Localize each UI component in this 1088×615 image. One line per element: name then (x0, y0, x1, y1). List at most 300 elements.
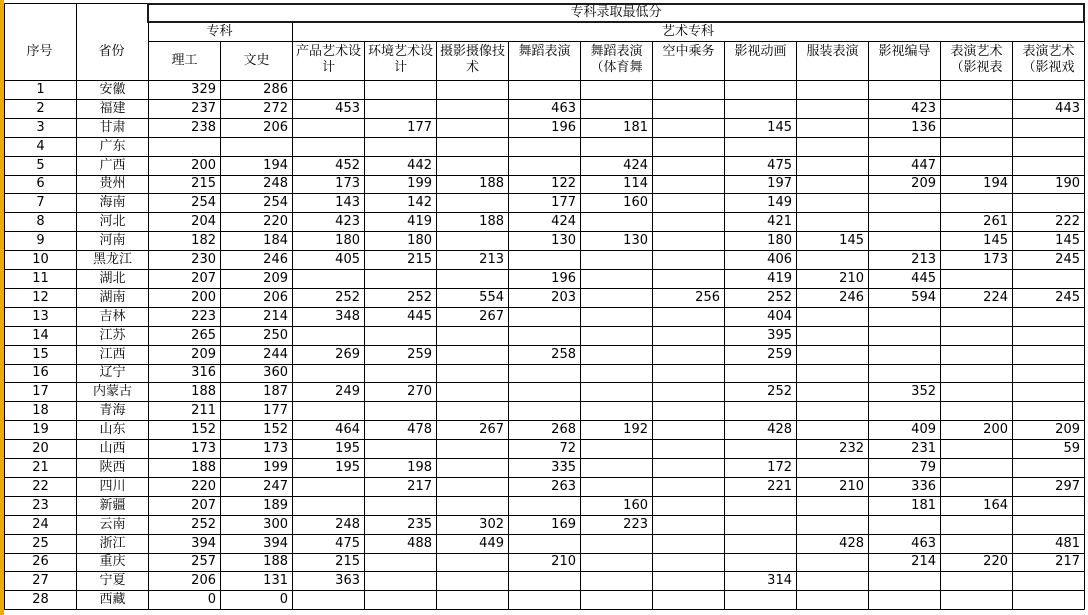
cell-score[interactable]: 145 (767, 120, 792, 135)
cell-score[interactable]: 177 (407, 120, 432, 135)
cell-score[interactable]: 187 (263, 384, 288, 399)
cell-score[interactable]: 463 (551, 101, 576, 116)
cell-score[interactable]: 453 (335, 101, 360, 116)
cell-score[interactable] (509, 401, 580, 420)
cell-score[interactable]: 335 (551, 460, 576, 475)
cell-score[interactable] (725, 553, 796, 571)
cell-score[interactable] (293, 496, 364, 515)
cell-score[interactable]: 217 (1055, 554, 1080, 569)
cell-score[interactable]: 210 (551, 554, 576, 569)
cell-score[interactable]: 173 (983, 252, 1008, 267)
cell-score[interactable] (581, 80, 652, 99)
cell-score[interactable] (365, 553, 436, 571)
cell-score[interactable] (941, 515, 1012, 534)
group-header-specialty[interactable]: 专科 (206, 24, 233, 39)
cell-score[interactable] (797, 307, 868, 326)
cell-score[interactable] (509, 590, 580, 609)
cell-score[interactable] (869, 231, 940, 250)
cell-score[interactable]: 198 (407, 460, 432, 475)
cell-index[interactable]: 27 (32, 573, 49, 588)
cell-score[interactable]: 220 (983, 554, 1008, 569)
cell-score[interactable]: 149 (767, 195, 792, 210)
column-header[interactable]: 理工 (171, 53, 198, 68)
cell-score[interactable]: 248 (263, 176, 288, 191)
column-header-province[interactable]: 省份 (98, 44, 125, 59)
cell-score[interactable]: 199 (263, 460, 288, 475)
cell-score[interactable] (293, 477, 364, 496)
cell-score[interactable] (941, 326, 1012, 345)
cell-score[interactable] (1013, 137, 1084, 156)
cell-province[interactable]: 四川 (99, 479, 126, 494)
cell-score[interactable] (869, 571, 940, 590)
cell-score[interactable] (869, 345, 940, 364)
cell-score[interactable]: 247 (263, 479, 288, 494)
cell-score[interactable]: 209 (911, 176, 936, 191)
cell-score[interactable] (797, 458, 868, 477)
column-header[interactable]: 影视编导 (878, 44, 931, 59)
cell-score[interactable]: 188 (191, 460, 216, 475)
cell-score[interactable] (941, 534, 1012, 553)
cell-score[interactable] (581, 439, 652, 458)
cell-score[interactable]: 181 (623, 120, 648, 135)
cell-score[interactable]: 269 (335, 347, 360, 362)
cell-score[interactable] (581, 590, 652, 609)
cell-score[interactable]: 204 (191, 214, 216, 229)
cell-index[interactable]: 21 (32, 460, 49, 475)
cell-score[interactable] (797, 515, 868, 534)
cell-score[interactable]: 475 (767, 158, 792, 173)
cell-score[interactable] (725, 364, 796, 382)
cell-score[interactable]: 188 (191, 384, 216, 399)
cell-score[interactable] (653, 231, 724, 250)
cell-index[interactable]: 5 (36, 158, 45, 173)
cell-score[interactable] (941, 571, 1012, 590)
cell-score[interactable] (581, 571, 652, 590)
cell-score[interactable] (797, 420, 868, 439)
cell-score[interactable]: 210 (839, 479, 864, 494)
cell-score[interactable]: 59 (1063, 441, 1080, 456)
cell-province[interactable]: 浙江 (99, 536, 126, 551)
cell-province[interactable]: 江西 (99, 347, 126, 362)
cell-score[interactable]: 272 (263, 101, 288, 116)
cell-score[interactable] (653, 515, 724, 534)
cell-score[interactable]: 360 (263, 365, 288, 380)
cell-index[interactable]: 9 (36, 233, 45, 248)
cell-score[interactable] (653, 269, 724, 288)
cell-score[interactable]: 449 (479, 536, 504, 551)
cell-score[interactable] (1013, 326, 1084, 345)
cell-index[interactable]: 18 (32, 403, 49, 418)
cell-score[interactable]: 221 (767, 479, 792, 494)
cell-score[interactable]: 452 (335, 158, 360, 173)
column-header[interactable]: 表演艺术（影视表 (950, 44, 1003, 75)
cell-score[interactable] (941, 345, 1012, 364)
cell-score[interactable]: 428 (767, 422, 792, 437)
cell-score[interactable] (797, 175, 868, 193)
cell-score[interactable] (149, 137, 220, 156)
cell-score[interactable]: 314 (767, 573, 792, 588)
column-header-index[interactable]: 序号 (26, 44, 53, 59)
cell-score[interactable]: 220 (191, 479, 216, 494)
cell-score[interactable] (941, 307, 1012, 326)
cell-score[interactable]: 252 (407, 290, 432, 305)
cell-score[interactable] (437, 345, 508, 364)
cell-score[interactable]: 200 (191, 290, 216, 305)
cell-score[interactable]: 206 (263, 290, 288, 305)
cell-score[interactable]: 160 (623, 498, 648, 513)
cell-score[interactable]: 145 (839, 233, 864, 248)
cell-score[interactable] (725, 80, 796, 99)
cell-score[interactable] (725, 590, 796, 609)
cell-score[interactable] (869, 137, 940, 156)
cell-score[interactable]: 180 (767, 233, 792, 248)
cell-score[interactable]: 195 (335, 460, 360, 475)
cell-score[interactable] (725, 515, 796, 534)
column-header[interactable]: 舞蹈表演 (518, 44, 571, 59)
cell-score[interactable] (509, 326, 580, 345)
cell-score[interactable]: 252 (767, 290, 792, 305)
cell-score[interactable]: 395 (767, 328, 792, 343)
column-header[interactable]: 环境艺术设计 (367, 44, 433, 75)
cell-score[interactable]: 394 (191, 536, 216, 551)
cell-score[interactable]: 196 (551, 120, 576, 135)
cell-province[interactable]: 山西 (99, 441, 126, 456)
cell-province[interactable]: 新疆 (99, 498, 126, 513)
cell-score[interactable]: 259 (407, 347, 432, 362)
cell-score[interactable]: 478 (407, 422, 432, 437)
cell-index[interactable]: 22 (32, 479, 49, 494)
cell-score[interactable] (365, 439, 436, 458)
cell-score[interactable] (1013, 401, 1084, 420)
cell-province[interactable]: 湖北 (99, 271, 126, 286)
cell-score[interactable] (437, 496, 508, 515)
cell-score[interactable]: 248 (335, 517, 360, 532)
cell-score[interactable] (653, 212, 724, 231)
cell-score[interactable] (653, 534, 724, 553)
cell-score[interactable]: 160 (623, 195, 648, 210)
cell-province[interactable]: 宁夏 (99, 573, 126, 588)
cell-score[interactable]: 209 (1055, 422, 1080, 437)
cell-score[interactable]: 173 (335, 176, 360, 191)
cell-score[interactable] (653, 345, 724, 364)
cell-score[interactable]: 164 (983, 498, 1008, 513)
cell-score[interactable]: 72 (559, 441, 576, 456)
cell-index[interactable]: 3 (36, 120, 45, 135)
group-header-art[interactable]: 艺术专科 (661, 24, 714, 39)
cell-score[interactable] (509, 80, 580, 99)
cell-score[interactable] (653, 193, 724, 212)
cell-score[interactable]: 249 (335, 384, 360, 399)
cell-province[interactable]: 吉林 (99, 309, 126, 324)
cell-score[interactable] (581, 250, 652, 269)
cell-score[interactable]: 257 (191, 554, 216, 569)
cell-score[interactable]: 246 (263, 252, 288, 267)
cell-score[interactable] (293, 137, 364, 156)
cell-province[interactable]: 云南 (99, 517, 126, 532)
cell-score[interactable] (653, 156, 724, 175)
cell-score[interactable]: 180 (407, 233, 432, 248)
cell-score[interactable] (941, 137, 1012, 156)
cell-score[interactable] (941, 364, 1012, 382)
cell-province[interactable]: 海南 (99, 195, 126, 210)
cell-score[interactable]: 114 (623, 176, 648, 191)
cell-score[interactable]: 206 (191, 573, 216, 588)
cell-score[interactable] (293, 118, 364, 137)
cell-score[interactable] (941, 156, 1012, 175)
cell-province[interactable]: 江苏 (99, 328, 126, 343)
cell-score[interactable] (437, 364, 508, 382)
cell-score[interactable] (437, 156, 508, 175)
cell-score[interactable]: 188 (479, 176, 504, 191)
cell-score[interactable] (1013, 382, 1084, 401)
cell-score[interactable]: 252 (191, 517, 216, 532)
cell-index[interactable]: 19 (32, 422, 49, 437)
cell-score[interactable]: 136 (911, 120, 936, 135)
cell-score[interactable] (941, 118, 1012, 137)
cell-score[interactable]: 199 (407, 176, 432, 191)
cell-score[interactable]: 265 (191, 328, 216, 343)
cell-score[interactable]: 267 (479, 422, 504, 437)
cell-score[interactable] (653, 477, 724, 496)
cell-province[interactable]: 河北 (99, 214, 126, 229)
cell-index[interactable]: 7 (36, 195, 45, 210)
cell-score[interactable]: 254 (191, 195, 216, 210)
cell-score[interactable] (1013, 193, 1084, 212)
cell-score[interactable]: 232 (839, 441, 864, 456)
cell-score[interactable] (365, 137, 436, 156)
cell-score[interactable] (797, 364, 868, 382)
cell-score[interactable]: 252 (335, 290, 360, 305)
cell-score[interactable] (653, 496, 724, 515)
cell-score[interactable]: 209 (263, 271, 288, 286)
cell-score[interactable] (869, 80, 940, 99)
cell-score[interactable]: 182 (191, 233, 216, 248)
cell-score[interactable] (437, 137, 508, 156)
cell-score[interactable] (725, 401, 796, 420)
cell-score[interactable]: 406 (767, 252, 792, 267)
cell-score[interactable] (941, 269, 1012, 288)
cell-score[interactable]: 184 (263, 233, 288, 248)
cell-score[interactable]: 475 (335, 536, 360, 551)
cell-score[interactable]: 173 (191, 441, 216, 456)
cell-score[interactable] (365, 590, 436, 609)
cell-score[interactable]: 217 (407, 479, 432, 494)
cell-score[interactable]: 421 (767, 214, 792, 229)
cell-score[interactable]: 215 (407, 252, 432, 267)
cell-index[interactable]: 13 (32, 309, 49, 324)
cell-province[interactable]: 黑龙江 (92, 252, 132, 267)
cell-score[interactable] (869, 326, 940, 345)
cell-score[interactable] (941, 401, 1012, 420)
cell-score[interactable]: 270 (407, 384, 432, 399)
table-title[interactable]: 专科录取最低分 (570, 5, 662, 20)
cell-score[interactable]: 143 (335, 195, 360, 210)
cell-score[interactable]: 352 (911, 384, 936, 399)
cell-index[interactable]: 14 (32, 328, 49, 343)
cell-score[interactable] (653, 590, 724, 609)
cell-score[interactable] (437, 553, 508, 571)
cell-score[interactable] (293, 326, 364, 345)
cell-score[interactable]: 209 (191, 347, 216, 362)
cell-score[interactable]: 177 (263, 403, 288, 418)
cell-score[interactable] (509, 250, 580, 269)
cell-score[interactable] (437, 458, 508, 477)
cell-score[interactable]: 245 (1055, 290, 1080, 305)
cell-score[interactable] (1013, 80, 1084, 99)
cell-score[interactable]: 235 (407, 517, 432, 532)
cell-province[interactable]: 辽宁 (99, 365, 126, 380)
cell-score[interactable]: 245 (1055, 252, 1080, 267)
cell-score[interactable] (293, 364, 364, 382)
cell-province[interactable]: 重庆 (99, 554, 126, 569)
cell-score[interactable] (581, 345, 652, 364)
cell-score[interactable]: 488 (407, 536, 432, 551)
cell-province[interactable]: 安徽 (99, 82, 126, 97)
cell-score[interactable] (437, 99, 508, 118)
cell-index[interactable]: 24 (32, 517, 49, 532)
cell-score[interactable]: 224 (983, 290, 1008, 305)
cell-score[interactable] (797, 137, 868, 156)
cell-score[interactable] (725, 496, 796, 515)
cell-score[interactable] (365, 401, 436, 420)
cell-index[interactable]: 15 (32, 347, 49, 362)
cell-score[interactable] (869, 515, 940, 534)
cell-score[interactable] (1013, 496, 1084, 515)
cell-score[interactable] (797, 571, 868, 590)
cell-score[interactable]: 404 (767, 309, 792, 324)
cell-score[interactable]: 554 (479, 290, 504, 305)
cell-score[interactable] (437, 571, 508, 590)
cell-score[interactable] (797, 193, 868, 212)
cell-score[interactable]: 194 (983, 176, 1008, 191)
cell-score[interactable] (437, 231, 508, 250)
cell-score[interactable] (725, 439, 796, 458)
cell-score[interactable]: 192 (623, 422, 648, 437)
cell-score[interactable] (581, 364, 652, 382)
cell-score[interactable] (437, 382, 508, 401)
cell-province[interactable]: 甘肃 (99, 120, 126, 135)
cell-score[interactable] (653, 99, 724, 118)
column-header[interactable]: 空中乘务 (662, 44, 715, 59)
cell-score[interactable] (941, 439, 1012, 458)
cell-score[interactable] (437, 269, 508, 288)
cell-score[interactable] (365, 326, 436, 345)
cell-score[interactable]: 481 (1055, 536, 1080, 551)
cell-score[interactable] (1013, 307, 1084, 326)
cell-score[interactable]: 122 (551, 176, 576, 191)
cell-score[interactable]: 223 (623, 517, 648, 532)
cell-score[interactable]: 268 (551, 422, 576, 437)
cell-score[interactable] (653, 439, 724, 458)
cell-score[interactable] (581, 212, 652, 231)
cell-score[interactable] (581, 477, 652, 496)
cell-score[interactable] (365, 364, 436, 382)
cell-score[interactable]: 445 (407, 309, 432, 324)
cell-score[interactable] (797, 99, 868, 118)
cell-score[interactable] (581, 326, 652, 345)
cell-score[interactable] (581, 307, 652, 326)
cell-score[interactable] (869, 212, 940, 231)
cell-score[interactable]: 336 (911, 479, 936, 494)
cell-province[interactable]: 湖南 (99, 290, 126, 305)
cell-score[interactable] (509, 364, 580, 382)
cell-score[interactable] (797, 382, 868, 401)
cell-score[interactable] (509, 307, 580, 326)
cell-score[interactable] (365, 571, 436, 590)
cell-score[interactable]: 267 (479, 309, 504, 324)
cell-score[interactable]: 145 (1055, 233, 1080, 248)
cell-score[interactable] (797, 118, 868, 137)
cell-score[interactable] (941, 99, 1012, 118)
cell-score[interactable] (1013, 118, 1084, 137)
cell-score[interactable] (869, 307, 940, 326)
cell-score[interactable]: 445 (911, 271, 936, 286)
cell-score[interactable]: 464 (335, 422, 360, 437)
cell-score[interactable]: 145 (983, 233, 1008, 248)
cell-score[interactable] (941, 382, 1012, 401)
cell-province[interactable]: 内蒙古 (92, 384, 132, 399)
cell-score[interactable]: 220 (263, 214, 288, 229)
cell-index[interactable]: 6 (36, 176, 45, 191)
cell-score[interactable] (797, 250, 868, 269)
cell-score[interactable]: 250 (263, 328, 288, 343)
cell-province[interactable]: 陕西 (99, 460, 126, 475)
cell-score[interactable]: 211 (191, 403, 216, 418)
cell-score[interactable] (653, 364, 724, 382)
cell-score[interactable]: 0 (207, 592, 216, 607)
cell-score[interactable]: 173 (263, 441, 288, 456)
cell-score[interactable] (653, 118, 724, 137)
cell-score[interactable]: 443 (1055, 101, 1080, 116)
cell-score[interactable]: 130 (551, 233, 576, 248)
cell-score[interactable] (653, 326, 724, 345)
cell-score[interactable]: 207 (191, 271, 216, 286)
cell-score[interactable]: 196 (551, 271, 576, 286)
cell-score[interactable] (437, 477, 508, 496)
cell-score[interactable]: 169 (551, 517, 576, 532)
cell-score[interactable]: 394 (263, 536, 288, 551)
cell-score[interactable]: 231 (911, 441, 936, 456)
cell-province[interactable]: 福建 (99, 101, 126, 116)
cell-score[interactable] (725, 99, 796, 118)
cell-score[interactable] (365, 496, 436, 515)
cell-score[interactable] (797, 496, 868, 515)
cell-index[interactable]: 20 (32, 441, 49, 456)
cell-score[interactable] (869, 364, 940, 382)
cell-score[interactable] (653, 307, 724, 326)
cell-score[interactable] (941, 477, 1012, 496)
cell-score[interactable]: 203 (551, 290, 576, 305)
cell-score[interactable]: 423 (335, 214, 360, 229)
column-header[interactable]: 产品艺术设计 (295, 44, 361, 75)
cell-score[interactable] (797, 156, 868, 175)
cell-index[interactable]: 10 (32, 252, 49, 267)
cell-score[interactable] (365, 80, 436, 99)
cell-score[interactable] (653, 250, 724, 269)
cell-score[interactable]: 142 (407, 195, 432, 210)
column-header[interactable]: 摄影摄像技术 (439, 44, 505, 75)
cell-score[interactable]: 200 (191, 158, 216, 173)
cell-score[interactable] (797, 80, 868, 99)
cell-score[interactable] (437, 590, 508, 609)
cell-score[interactable] (437, 80, 508, 99)
cell-score[interactable] (293, 401, 364, 420)
cell-score[interactable] (581, 553, 652, 571)
cell-score[interactable] (653, 137, 724, 156)
cell-score[interactable] (293, 80, 364, 99)
cell-province[interactable]: 河南 (99, 233, 126, 248)
cell-score[interactable] (581, 99, 652, 118)
